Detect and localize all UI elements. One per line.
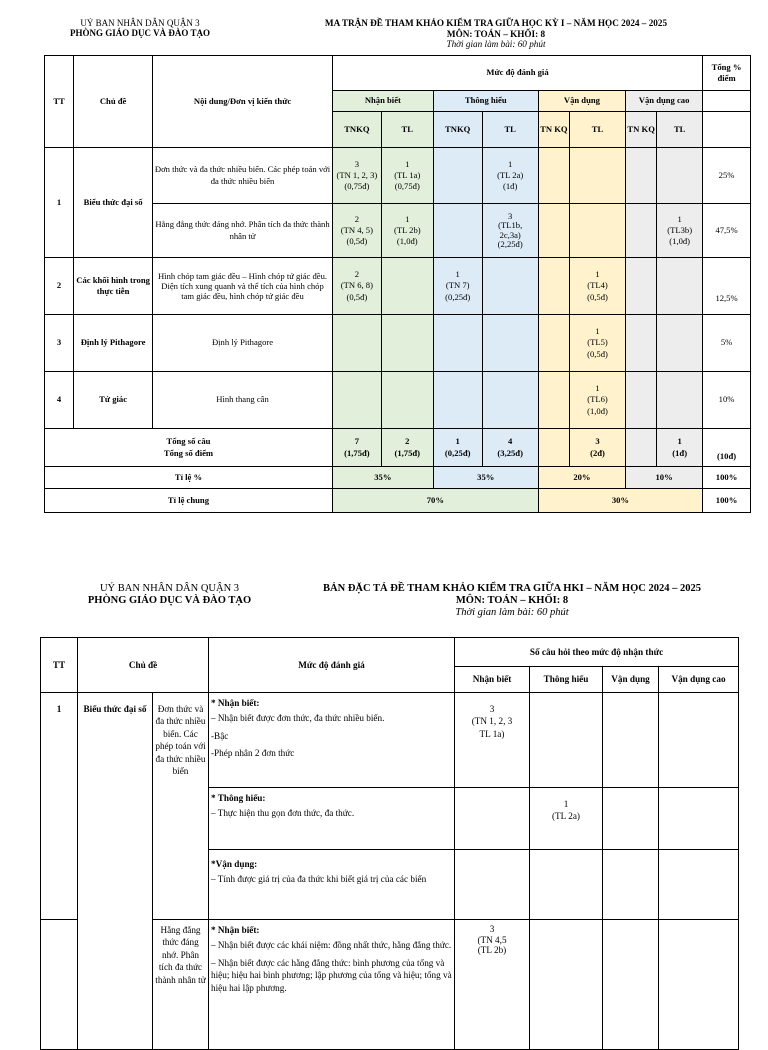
page2-time: Thời gian làm bài: 60 phút — [455, 607, 569, 619]
count-vdc — [659, 693, 739, 788]
general-label: Tỉ lệ chung — [45, 489, 333, 513]
page1-org-header — [40, 18, 240, 39]
matrix-table — [44, 55, 751, 513]
criteria-cell — [209, 920, 455, 1050]
cell-vd-tnkq — [538, 315, 569, 372]
ratio-th: 35% — [433, 467, 538, 489]
cell-th-tl: 3 (TL1b, 2c,3a) (2,25đ) — [482, 204, 538, 258]
criteria-heading: * Nhận biết: — [211, 925, 260, 935]
cell-nb-tl: 1 (TL 1a) (0,75đ) — [381, 148, 433, 204]
count-nb: 3 (TN 4,5 (TL 2b) — [455, 920, 530, 1050]
general-low: 70% — [332, 489, 538, 513]
cell-nb-tnkq: 2 (TN 6, 8) (0,5đ) — [332, 258, 381, 315]
page2-title: BẢN ĐẶC TẢ ĐỀ THAM KHẢO KIỂM TRA GIỮA HKI – NĂM HỌC 2024 – 2025 — [323, 583, 701, 594]
col-level: Mức độ đánh giá — [332, 56, 702, 91]
cell-th-tnkq — [433, 148, 482, 204]
ratio-vd: 20% — [538, 467, 625, 489]
table-row — [45, 315, 751, 372]
row-tt: 3 — [45, 315, 74, 372]
page2-org-header — [62, 583, 277, 607]
cell-nb-tnkq — [332, 315, 381, 372]
count-th — [530, 920, 603, 1050]
level-thong-hieu: Thông hiểu — [433, 91, 538, 112]
cell-vdc-tnkq — [626, 148, 657, 204]
count-th — [530, 693, 603, 788]
level-van-dung: Vận dụng — [538, 91, 625, 112]
level-nhan-biet: Nhận biết — [332, 91, 433, 112]
page1-org-line1: UỶ BAN NHÂN DÂN QUẬN 3 — [80, 18, 200, 28]
cell-total: 12,5% — [703, 258, 751, 315]
cell-vdc-tnkq — [626, 315, 657, 372]
row-topic: Biểu thức đại số — [78, 693, 153, 1050]
cell-th-tnkq — [433, 315, 482, 372]
sum-vd-tl: 3 (2đ) — [569, 429, 625, 467]
general-high: 30% — [538, 489, 702, 513]
page1-title: MA TRẬN ĐỀ THAM KHẢO KIỂM TRA GIỮA HỌC KỲ I – NĂM HỌC 2024 – 2025 — [324, 18, 668, 28]
criteria-item: -Phép nhân 2 đơn thức — [211, 748, 295, 759]
row-content: Định lý Pithagore — [153, 315, 333, 372]
cell-vdc-tl: 1 (TL3b) (1,0đ) — [657, 204, 703, 258]
table-row-sum — [45, 429, 751, 467]
criteria-heading: * Nhận biết: — [211, 698, 260, 708]
row-content: Đơn thức và đa thức nhiều biến. Các phép toán với đa thức nhiều biến — [153, 148, 333, 204]
count-vdc — [659, 850, 739, 920]
cell-nb-tl — [381, 372, 433, 429]
page2-org-line1: UỶ BAN NHÂN DÂN QUẬN 3 — [99, 583, 240, 594]
cell-vd-tnkq — [538, 258, 569, 315]
cell-th-tl: 1 (TL 2a) (1đ) — [482, 148, 538, 204]
count-nb — [455, 788, 530, 850]
row-subtopic: Hằng đẳng thức đáng nhớ. Phân tích đa thức thành nhân tử — [153, 920, 209, 1050]
cell-total: 47,5% — [703, 204, 751, 258]
col-tt: TT — [45, 56, 74, 148]
sub-tnkq: TNKQ — [433, 112, 482, 148]
count-th — [530, 850, 603, 920]
col-level: Mức độ đánh giá — [209, 638, 455, 693]
cell-th-tl — [482, 315, 538, 372]
row-content: Hình thang cân — [153, 372, 333, 429]
general-total: 100% — [703, 489, 751, 513]
page2-title-block — [278, 583, 746, 619]
row-topic: Tứ giác — [74, 372, 153, 429]
cell-nb-tnkq: 2 (TN 4, 5) (0,5đ) — [332, 204, 381, 258]
cell-vd-tl — [569, 204, 625, 258]
page1-subject: MÔN: TOÁN – KHỐI: 8 — [446, 28, 546, 39]
table-row — [45, 372, 751, 429]
cell-vd-tl: 1 (TL4) (0,5đ) — [569, 258, 625, 315]
sub-tl: TL — [657, 112, 703, 148]
row-topic: Định lý Pithagore — [74, 315, 153, 372]
level-thong-hieu: Thông hiểu — [530, 667, 603, 693]
sub-tnkq: TNKQ — [332, 112, 381, 148]
col-tt: TT — [41, 638, 78, 693]
col-content: Nội dung/Đơn vị kiến thức — [153, 56, 333, 148]
sum-th-tnkq: 1 (0,25đ) — [433, 429, 482, 467]
col-topic: Chủ đề — [78, 638, 209, 693]
cell-nb-tl — [381, 258, 433, 315]
criteria-item: – Nhận biết được các hằng đẳng thức: bình phương của tổng và hiệu; hiệu hai bình phương; lập phương của tổng và hiệu; tổng và hiệu hai lập phương. — [211, 957, 452, 993]
count-nb — [455, 850, 530, 920]
row-content: Hình chóp tam giác đều – Hình chóp tứ giác đều. Diện tích xung quanh và thể tích của hình chóp tam giác đều, hình chóp tứ giác đều — [153, 258, 333, 315]
page1-time: Thời gian làm bài: 60 phút — [446, 39, 546, 50]
cell-vdc-tnkq — [626, 204, 657, 258]
count-vd — [603, 850, 659, 920]
sub-tl: TL — [381, 112, 433, 148]
criteria-item: – Nhận biết được các khái niệm: đồng nhất thức, hằng đẳng thức. — [211, 940, 452, 951]
level-van-dung-cao: Vận dụng cao — [659, 667, 739, 693]
cell-vd-tnkq — [538, 204, 569, 258]
row-tt — [41, 920, 78, 1050]
ratio-vdc: 10% — [626, 467, 703, 489]
row-tt: 4 — [45, 372, 74, 429]
row-topic: Biểu thức đại số — [74, 148, 153, 258]
row-topic: Các khối hình trong thực tiễn — [74, 258, 153, 315]
count-vd — [603, 920, 659, 1050]
count-vd — [603, 693, 659, 788]
cell-vd-tnkq — [538, 372, 569, 429]
col-total: Tổng % điểm — [703, 56, 751, 91]
criteria-item: -Bậc — [211, 730, 229, 741]
count-vdc — [659, 920, 739, 1050]
cell-total: 10% — [703, 372, 751, 429]
sub-tnkq: TN KQ — [538, 112, 569, 148]
row-content: Hằng đẳng thức đáng nhớ. Phân tích đa thức thành nhân tử — [153, 204, 333, 258]
cell-vdc-tl — [657, 148, 703, 204]
blank-cell — [703, 112, 751, 148]
sub-tl: TL — [569, 112, 625, 148]
cell-vdc-tnkq — [626, 372, 657, 429]
sum-th-tl: 4 (3,25đ) — [482, 429, 538, 467]
cell-nb-tnkq — [332, 372, 381, 429]
count-th: 1 (TL 2a) — [530, 788, 603, 850]
count-vdc — [659, 788, 739, 850]
level-van-dung-cao: Vận dụng cao — [626, 91, 703, 112]
cell-th-tnkq: 1 (TN 7) (0,25đ) — [433, 258, 482, 315]
cell-vd-tl — [569, 148, 625, 204]
criteria-item: – Nhận biết được đơn thức, đa thức nhiều biến. — [211, 713, 385, 724]
page2-org-line2: PHÒNG GIÁO DỤC VÀ ĐÀO TẠO — [87, 595, 252, 607]
criteria-cell — [209, 788, 455, 850]
count-nb: 3 (TN 1, 2, 3 TL 1a) — [455, 693, 530, 788]
sum-total: (10đ) — [703, 429, 751, 467]
cell-vd-tl: 1 (TL6) (1,0đ) — [569, 372, 625, 429]
cell-nb-tnkq: 3 (TN 1, 2, 3) (0,75đ) — [332, 148, 381, 204]
sub-tnkq: TN KQ — [626, 112, 657, 148]
spec-table — [40, 637, 739, 1050]
cell-vd-tl: 1 (TL5) (0,5đ) — [569, 315, 625, 372]
cell-vd-tnkq — [538, 148, 569, 204]
table-row — [45, 148, 751, 204]
row-tt: 2 — [45, 258, 74, 315]
row-tt: 1 — [45, 148, 74, 258]
row-tt: 1 — [41, 693, 78, 920]
level-van-dung: Vận dụng — [603, 667, 659, 693]
ratio-nb: 35% — [332, 467, 433, 489]
page1-org-line2: PHÒNG GIÁO DỤC VÀ ĐÀO TẠO — [70, 28, 210, 39]
col-count: Số câu hỏi theo mức độ nhận thức — [455, 638, 739, 667]
table-row-ratio — [45, 467, 751, 489]
sum-nb-tl: 2 (1,75đ) — [381, 429, 433, 467]
page1-title-block — [268, 18, 724, 50]
cell-vdc-tl — [657, 258, 703, 315]
page2-subject: MÔN: TOÁN – KHỐI: 8 — [455, 595, 569, 607]
sum-nb-tnkq: 7 (1,75đ) — [332, 429, 381, 467]
cell-total: 25% — [703, 148, 751, 204]
cell-th-tl — [482, 258, 538, 315]
count-vd — [603, 788, 659, 850]
criteria-cell — [209, 850, 455, 920]
ratio-total: 100% — [703, 467, 751, 489]
level-nhan-biet: Nhận biết — [455, 667, 530, 693]
cell-nb-tl — [381, 315, 433, 372]
table-row — [41, 693, 739, 788]
cell-th-tnkq — [433, 372, 482, 429]
table-row — [45, 258, 751, 315]
criteria-heading: *Vận dụng: — [211, 859, 258, 869]
table-row-general — [45, 489, 751, 513]
criteria-item: – Thực hiện thu gọn đơn thức, đa thức. — [211, 808, 355, 819]
cell-vdc-tnkq — [626, 258, 657, 315]
criteria-item: – Tính được giá trị của đa thức khi biết giá trị của các biến — [211, 874, 427, 885]
cell-vdc-tl — [657, 372, 703, 429]
cell-th-tl — [482, 372, 538, 429]
criteria-cell — [209, 693, 455, 788]
cell-th-tnkq — [433, 204, 482, 258]
ratio-label: Tỉ lệ % — [45, 467, 333, 489]
sum-vdc-tnkq — [626, 429, 657, 467]
cell-nb-tl: 1 (TL 2b) (1,0đ) — [381, 204, 433, 258]
criteria-heading: * Thông hiểu: — [211, 793, 266, 803]
sum-vd-tnkq — [538, 429, 569, 467]
sum-vdc-tl: 1 (1đ) — [657, 429, 703, 467]
sub-tl: TL — [482, 112, 538, 148]
row-subtopic: Đơn thức và đa thức nhiều biến. Các phép toán với đa thức nhiều biến — [153, 693, 209, 920]
sum-label: Tổng số câu Tổng số điểm — [45, 429, 333, 467]
col-topic: Chủ đề — [74, 56, 153, 148]
blank-cell — [703, 91, 751, 112]
cell-total: 5% — [703, 315, 751, 372]
cell-vdc-tl — [657, 315, 703, 372]
